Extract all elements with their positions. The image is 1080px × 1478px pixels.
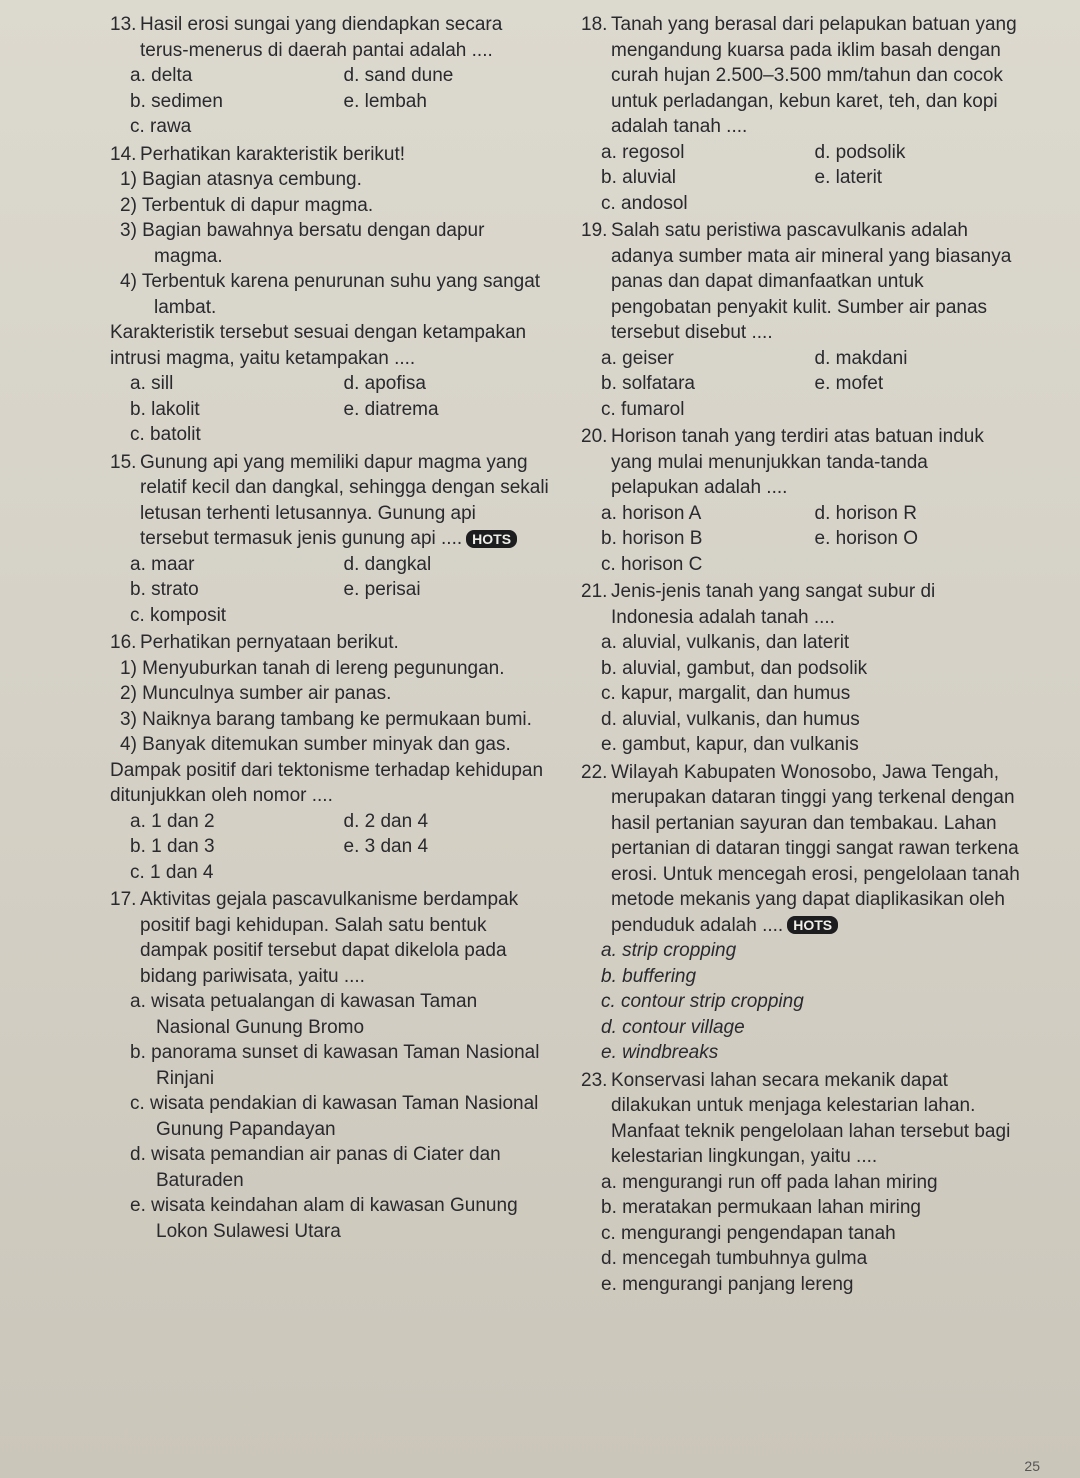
- answer-option: c. komposit: [130, 604, 227, 626]
- question-number: 23.: [581, 1069, 608, 1091]
- question-stem: Tanah yang berasal dari pelapukan batuan yang mengandung kuarsa pada iklim basah dengan curah hujan 2.500–3.500 mm/tahun dan cocok untuk perladangan, kebun karet, teh, dan kopi adalah tanah ....: [611, 14, 1017, 137]
- answer-option: b. meratakan permukaan lahan miring: [601, 1197, 922, 1218]
- question-stem: Hasil erosi sungai yang diendapkan secara terus-menerus di daerah pantai adalah ....: [140, 14, 503, 61]
- question-15: [110, 450, 549, 629]
- question-13: [110, 12, 549, 140]
- answer-option: d. 2 dan 4: [343, 810, 429, 832]
- answer-option: b. aluvial: [601, 167, 676, 188]
- option-list: [110, 552, 549, 629]
- answer-option: c. horison C: [601, 553, 703, 575]
- question-16: [110, 630, 549, 885]
- answer-option: a. delta: [130, 65, 193, 86]
- question-number: 13.: [110, 14, 137, 35]
- answer-option: a. regosol: [601, 141, 685, 163]
- statement-item: 3) Bagian bawahnya bersatu dengan dapur magma.: [120, 220, 485, 267]
- two-column-layout: [100, 12, 1020, 1299]
- question-number: 22.: [581, 761, 608, 783]
- question-head: [110, 450, 549, 552]
- page-number: 25: [1024, 1458, 1040, 1474]
- answer-option: e. diatrema: [343, 398, 439, 420]
- answer-option: d. wisata pemandian air panas di Ciater dan Baturaden: [130, 1144, 501, 1191]
- question-head: [581, 1068, 1020, 1170]
- question-head: [581, 760, 1020, 939]
- answer-option: e. perisai: [343, 579, 421, 600]
- answer-option: e. mofet: [814, 373, 884, 394]
- question-14: [110, 142, 549, 448]
- answer-option: a. wisata petualangan di kawasan Taman Nasional Gunung Bromo: [130, 991, 478, 1038]
- answer-option: c. kapur, margalit, dan humus: [601, 683, 851, 704]
- option-list: [110, 989, 549, 1244]
- question-number: 19.: [581, 220, 608, 241]
- statement-item: 2) Munculnya sumber air panas.: [120, 683, 392, 704]
- answer-option: b. buffering: [601, 965, 697, 987]
- statement-item: 1) Menyuburkan tanah di lereng pegunungan.: [120, 657, 505, 679]
- question-head: [581, 579, 1020, 630]
- answer-option: c. mengurangi pengendapan tanah: [601, 1222, 896, 1244]
- option-list: [110, 63, 549, 140]
- question-text: [140, 630, 549, 656]
- answer-option: c. contour strip cropping: [601, 991, 804, 1012]
- answer-option: a. sill: [130, 373, 174, 394]
- statement-list: [110, 656, 549, 758]
- answer-option: c. fumarol: [601, 398, 685, 420]
- answer-option: a. 1 dan 2: [130, 810, 215, 832]
- hots-badge: HOTS: [787, 916, 838, 934]
- question-head: [110, 12, 549, 63]
- answer-option: d. dangkal: [343, 553, 432, 575]
- answer-option: a. aluvial, vulkanis, dan laterit: [601, 632, 850, 653]
- question-18: [581, 12, 1020, 216]
- question-text: [611, 579, 1020, 630]
- question-20: [581, 424, 1020, 577]
- option-list: [581, 346, 1020, 423]
- question-text: [140, 887, 549, 989]
- answer-option: d. aluvial, vulkanis, dan humus: [601, 708, 860, 730]
- question-stem: Salah satu peristiwa pascavulkanis adalah adanya sumber mata air mineral yang biasanya panas dan dapat dimanfaatkan untuk pengobatan penyakit kulit. Sumber air panas tersebut disebut ....: [611, 220, 1012, 343]
- answer-option: a. mengurangi run off pada lahan miring: [601, 1171, 938, 1193]
- answer-option: e. gambut, kapur, dan vulkanis: [601, 734, 859, 755]
- statement-item: 2) Terbentuk di dapur magma.: [120, 194, 374, 216]
- hots-badge: HOTS: [466, 530, 517, 548]
- answer-option: e. laterit: [814, 167, 883, 188]
- answer-option: b. strato: [130, 579, 199, 600]
- answer-option: a. maar: [130, 553, 195, 575]
- question-head: [581, 218, 1020, 346]
- answer-option: c. wisata pendakian di kawasan Taman Nasional Gunung Papandayan: [130, 1093, 539, 1140]
- option-list: [581, 938, 1020, 1066]
- question-stem: Konservasi lahan secara mekanik dapat dilakukan untuk menjaga kelestarian lahan. Manfaat teknik pengelolaan lahan tersebut bagi kelestarian lingkungan, yaitu ....: [611, 1069, 1011, 1167]
- option-list: [581, 501, 1020, 578]
- statement-item: 1) Bagian atasnya cembung.: [120, 169, 362, 190]
- question-prompt: Dampak positif dari tektonisme terhadap kehidupan ditunjukkan oleh nomor ....: [110, 759, 544, 806]
- answer-option: c. rawa: [130, 116, 192, 137]
- answer-option: a. horison A: [601, 502, 702, 524]
- question-number: 18.: [581, 14, 608, 35]
- answer-option: b. horison B: [601, 528, 703, 549]
- answer-option: b. panorama sunset di kawasan Taman Nasional Rinjani: [130, 1042, 540, 1089]
- answer-option: b. lakolit: [130, 398, 200, 420]
- question-head: [110, 630, 549, 656]
- option-list: [581, 1170, 1020, 1298]
- question-17: [110, 887, 549, 1244]
- question-text: [611, 760, 1020, 939]
- question-22: [581, 760, 1020, 1066]
- answer-option: d. mencegah tumbuhnya gulma: [601, 1248, 868, 1269]
- answer-option: d. sand dune: [343, 65, 454, 86]
- answer-option: e. mengurangi panjang lereng: [601, 1273, 854, 1295]
- question-number: 14.: [110, 143, 137, 165]
- answer-option: d. makdani: [814, 347, 908, 369]
- answer-option: d. apofisa: [343, 373, 426, 394]
- question-prompt: Karakteristik tersebut sesuai dengan ketampakan intrusi magma, yaitu ketampakan ....: [110, 322, 527, 369]
- answer-option: e. windbreaks: [601, 1042, 719, 1063]
- option-list: [581, 630, 1020, 758]
- left-column: [100, 12, 549, 1299]
- answer-option: c. 1 dan 4: [130, 861, 214, 883]
- option-list: [581, 140, 1020, 217]
- question-stem: Perhatikan karakteristik berikut!: [140, 143, 406, 165]
- statement-item: 4) Terbentuk karena penurunan suhu yang sangat lambat.: [120, 271, 541, 318]
- question-number: 16.: [110, 632, 137, 653]
- answer-option: b. aluvial, gambut, dan podsolik: [601, 657, 868, 679]
- answer-option: a. strip cropping: [601, 940, 737, 961]
- right-column: [581, 12, 1020, 1299]
- statement-item: 3) Naiknya barang tambang ke permukaan bumi.: [120, 708, 532, 730]
- answer-option: e. wisata keindahan alam di kawasan Gunung Lokon Sulawesi Utara: [130, 1195, 518, 1242]
- question-text: [140, 450, 549, 552]
- answer-option: d. horison R: [814, 502, 917, 524]
- question-head: [581, 12, 1020, 140]
- answer-option: d. podsolik: [814, 141, 906, 163]
- question-number: 17.: [110, 889, 137, 910]
- question-stem: Jenis-jenis tanah yang sangat subur di Indonesia adalah tanah ....: [611, 581, 936, 628]
- question-19: [581, 218, 1020, 422]
- option-list: [110, 371, 549, 448]
- question-text: [611, 218, 1020, 346]
- answer-option: e. 3 dan 4: [343, 836, 429, 857]
- question-head: [110, 887, 549, 989]
- question-stem: Aktivitas gejala pascavulkanisme berdampak positif bagi kehidupan. Salah satu bentuk dampak positif tersebut dapat dikelola pada bidang pariwisata, yaitu ....: [140, 889, 519, 987]
- question-number: 21.: [581, 581, 608, 602]
- answer-option: c. andosol: [601, 192, 688, 214]
- question-text: [611, 424, 1020, 501]
- question-text: [140, 142, 549, 168]
- option-list: [110, 809, 549, 886]
- question-stem: Horison tanah yang terdiri atas batuan induk yang mulai menunjukkan tanda-tanda pelapukan adalah ....: [611, 426, 984, 498]
- answer-option: b. solfatara: [601, 373, 695, 394]
- statement-list: [110, 167, 549, 320]
- answer-option: d. contour village: [601, 1016, 745, 1038]
- answer-option: b. 1 dan 3: [130, 836, 215, 857]
- statement-item: 4) Banyak ditemukan sumber minyak dan gas.: [120, 734, 511, 755]
- question-text: [611, 1068, 1020, 1170]
- question-text: [140, 12, 549, 63]
- question-number: 20.: [581, 426, 608, 447]
- question-stem: Gunung api yang memiliki dapur magma yang relatif kecil dan dangkal, sehingga dengan sekali letusan terhenti letusannya. Gunung api tersebut termasuk jenis gunung api ....: [140, 451, 549, 549]
- answer-option: c. batolit: [130, 424, 201, 445]
- question-head: [581, 424, 1020, 501]
- answer-option: b. sedimen: [130, 90, 223, 112]
- question-stem: Wilayah Kabupaten Wonosobo, Jawa Tengah, merupakan dataran tinggi yang terkenal dengan hasil pertanian sayuran dan tembakau. Lahan pertanian di dataran tinggi sangat rawan terkena erosi. Untuk mencegah erosi, pengelolaan tanah metode mekanis yang dapat diaplikasikan oleh penduduk adalah ....: [611, 761, 1020, 936]
- question-21: [581, 579, 1020, 758]
- answer-option: e. lembah: [343, 90, 427, 112]
- answer-option: e. horison O: [814, 528, 918, 549]
- question-text: [611, 12, 1020, 140]
- question-head: [110, 142, 549, 168]
- answer-option: a. geiser: [601, 347, 674, 369]
- question-stem: Perhatikan pernyataan berikut.: [140, 632, 399, 653]
- question-23: [581, 1068, 1020, 1298]
- question-number: 15.: [110, 451, 137, 473]
